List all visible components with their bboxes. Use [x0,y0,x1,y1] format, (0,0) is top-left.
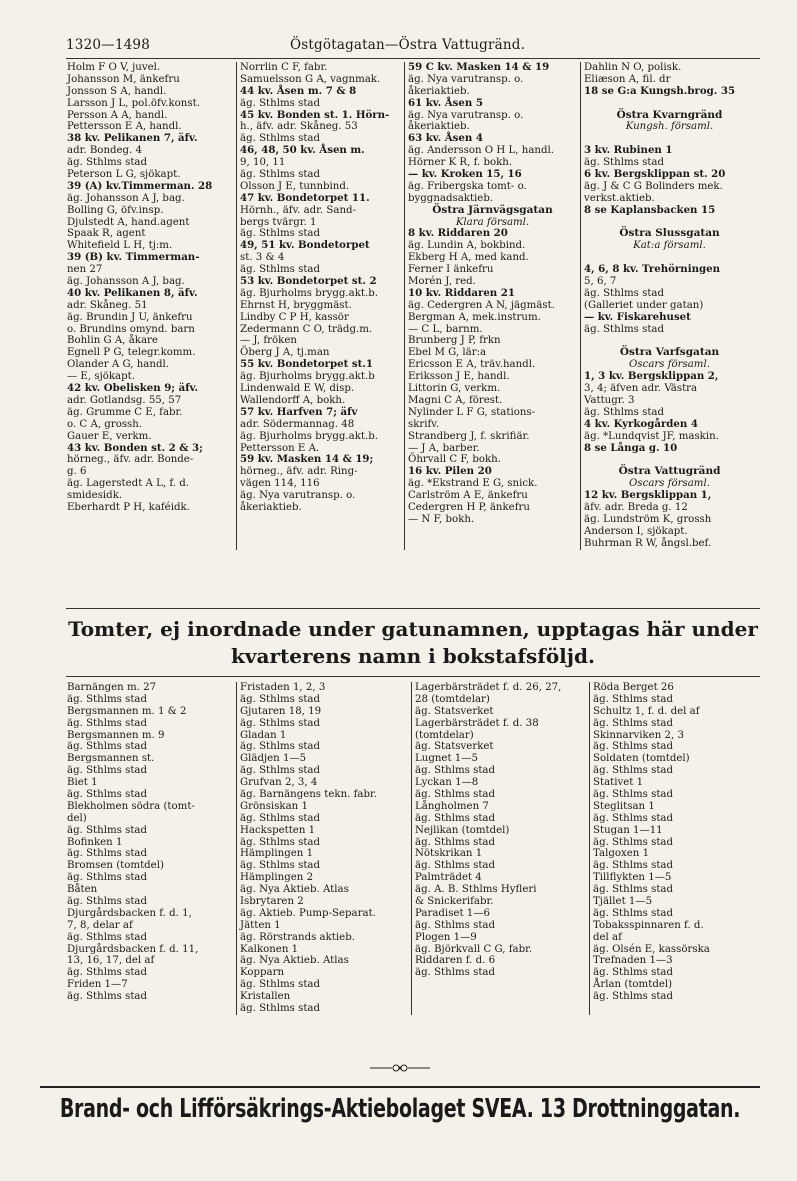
entry-line: Whitefield L H, tj:m. [67,240,173,252]
entry-line: Jätten 1 [240,919,281,931]
entry-line: Djurgårdsbacken f. d. 11, [67,943,199,955]
entry-line: del) [67,812,87,824]
entry-line: Långholmen 7 [415,800,489,812]
block-entry: 47 kv. Bondetorpet 11. [240,191,370,204]
entry-line: äg. Nya varutransp. o. [408,73,524,85]
entry-line: Ekberg H A, med kand. [408,252,529,264]
entry-line: äg. Sthlms stad [67,931,148,943]
entry-line: — C L, barnm. [408,323,483,335]
entry-line: äg. Lundin A, bokbind. [408,240,526,252]
entry-line: Bergsmannen st. [67,753,155,765]
entry-line: Fristaden 1, 2, 3 [240,682,326,693]
entry-line: Soldaten (tomtdel) [593,753,690,765]
parish-label: Kungsh. församl. [625,121,714,133]
entry-line: Riddaren f. d. 6 [415,955,496,967]
entry-line: äg. Sthlms stad [593,967,674,979]
entry-line: Buhrman R W, ångsl.bef. [584,537,712,549]
block-entry: 1, 3 kv. Bergsklippan 2, [584,370,719,383]
entry-line: Zedermann C O, trädg.m. [240,323,373,335]
entry-line: adr. Skåneg. 51 [67,299,148,311]
entry-line: Kopparn [240,967,285,979]
entry-line: Ebel M G, lär:a [408,347,487,359]
entry-line: Wallendorff A, bokh. [240,394,346,406]
entry-line: Lindby C P H, kassör [240,311,349,323]
entry-line: Öberg J A, tj.man [240,347,330,359]
entry-line: äg. Nya Aktieb. Atlas [240,884,349,896]
advert-banner: Brand- och Lifförsäkrings-Aktiebolaget SVEA. 13 Drottninggatan. [59,1094,741,1124]
entry-line: Tillflykten 1—5 [593,872,672,884]
street-heading: Östra Slussgatan [619,227,720,240]
entry-line: äg. Bjurholms brygg.akt.b. [240,287,378,299]
entry-line: 28 (tomtdelar) [415,693,490,705]
entry-line: — J A, barber. [408,442,480,454]
entry-line: Stativet 1 [593,777,644,789]
entry-line: äg. Sthlms stad [67,789,148,801]
entry-line: äg. Sthlms stad [415,765,496,777]
block-entry: 40 kv. Pelikanen 8, äfv. [67,286,198,299]
entry-line: äg. Sthlms stad [67,717,148,729]
entry-line: Vattugr. 3 [584,394,635,406]
entry-line: äg. Sthlms stad [415,836,496,848]
block-entry: 55 kv. Bondetorpet st.1 [240,358,373,371]
block-entry: 42 kv. Obelisken 9; äfv. [67,382,199,395]
entry-line: 5, 6, 7 [584,276,617,288]
entry-line: h., äfv. adr. Skåneg. 53 [240,121,358,133]
entry-line: Lagerbärsträdet f. d. 38 [415,717,539,729]
entry-line: äg. Sthlms stad [593,717,674,729]
entry-line: Friden 1—7 [67,979,128,991]
entry-line: (Galleriet under gatan) [584,299,704,311]
entry-line: adr. Bondeg. 4 [67,145,143,157]
entry-line: Hackspetten 1 [240,824,316,836]
entry-line: äg. Johansson A J, bag. [67,192,185,204]
section-rule-top [66,608,760,609]
entry-line: äg. Sthlms stad [240,169,321,181]
entry-line: Kalkonen 1 [240,943,299,955]
entry-line: Paradiset 1—6 [415,907,490,919]
entry-line: äg. *Lundqvist JF, maskin. [584,430,719,442]
street-heading: Östra Kvarngränd [616,108,723,121]
entry-line: äg. Sthlms stad [67,848,148,860]
entry-line: Brunberg J P, frkn [408,335,501,347]
entry-line: Bergsmannen m. 9 [67,729,165,741]
entry-line: Persson A A, handl. [67,109,168,121]
entry-line: Eliæson A, fil. dr [584,73,671,85]
block-entry: 63 kv. Åsen 4 [408,132,483,145]
bottom-column-2 [236,682,411,1015]
block-entry: 39 (A) kv.Timmerman. 28 [67,179,213,192]
block-entry: 44 kv. Åsen m. 7 & 8 [240,84,357,97]
block-entry: 8 se Kaplansbacken 15 [584,203,716,216]
entry-line: äg. Nya Aktieb. Atlas [240,955,349,967]
entry-line: Båten [67,884,98,896]
entry-line: äg. Sthlms stad [593,789,674,801]
entry-line: o. C A, grossh. [67,418,143,430]
entry-line: Grönsiskan 1 [240,800,308,812]
entry-line: Hörner K R, f. bokh. [408,157,513,169]
entry-line: del af [593,931,622,943]
entry-line: Glädjen 1—5 [240,753,307,765]
entry-line: äfv. adr. Breda g. 12 [584,501,688,513]
entry-line: Bergsmannen m. 1 & 2 [67,705,187,717]
entry-line: Tjället 1—5 [593,896,653,908]
bottom-column-1 [64,682,236,1015]
entry-line: Anderson I, sjökapt. [584,525,688,537]
entry-line: äg. Sthlms stad [593,765,674,777]
entry-line: Eberhardt P H, kaféidk. [67,501,190,513]
entry-line: Littorin G, verkm. [408,383,501,395]
entry-line: Ehrnst H, bryggmäst. [240,299,352,311]
page-title: Östgötagatan—Östra Vattugränd. [290,37,526,53]
entry-line: åkeriaktieb. [240,501,302,513]
entry-line: (tomtdelar) [415,729,474,741]
entry-line: äg. Sthlms stad [584,157,665,169]
entry-line: Skinnarviken 2, 3 [593,729,684,741]
entry-line: Bergman A, mek.instrum. [408,311,541,323]
entry-line: äg. Sthlms stad [67,967,148,979]
entry-line: Bofinken 1 [67,836,123,848]
entry-line: verkst.aktieb. [584,192,655,204]
entry-line: äg. Sthlms stad [240,741,321,753]
entry-line: äg. Sthlms stad [240,979,321,991]
entry-line: Trefnaden 1—3 [593,955,673,967]
parish-label: Klara församl. [455,216,530,228]
entry-line: Johansson M, änkefru [67,73,180,85]
entry-line: äg. Rörstrands aktieb. [240,931,355,943]
entry-line: äg. Sthlms stad [240,693,321,705]
ornament-divider [370,1062,430,1074]
top-columns [64,62,758,550]
block-entry: 46, 48, 50 kv. Åsen m. [240,144,365,157]
entry-line: äg. Sthlms stad [593,741,674,753]
block-entry: 8 kv. Riddaren 20 [408,227,508,240]
entry-line: Morén J, red. [408,276,476,288]
top-column-4 [580,62,758,550]
entry-line: äg. Sthlms stad [240,1003,321,1015]
header-rule [66,58,760,59]
entry-line: adr. Gotlandsg. 55, 57 [67,394,182,406]
entry-line: Röda Berget 26 [593,682,674,693]
entry-line: äg. Sthlms stad [415,967,496,979]
entry-line: åkeriaktieb. [408,85,470,97]
entry-line: Blekholmen södra (tomt- [67,800,195,812]
entry-line: äg. Sthlms stad [593,991,674,1003]
block-entry: 10 kv. Riddaren 21 [408,286,515,299]
entry-line [584,98,755,110]
entry-line: äg. Nya varutransp. o. [240,490,356,502]
parish-label: Oscars församl. [629,359,710,371]
entry-line: Djurgårdsbacken f. d. 1, [67,907,192,919]
block-entry: 61 kv. Åsen 5 [408,96,483,109]
entry-line: äg. Sthlms stad [593,860,674,872]
entry-line: äg. Sthlms stad [240,228,321,240]
entry-line: Eriksson J E, handl. [408,371,510,383]
entry-line: nen 27 [67,264,103,276]
entry-line: 7, 8, delar af [67,919,133,931]
entry-line: Steglitsan 1 [593,800,655,812]
entry-line: äg. Statsverket [415,741,494,753]
entry-line: skrifv. [408,418,440,430]
entry-line: äg. Sthlms stad [593,693,674,705]
section-heading [66,616,760,670]
entry-line: äg. Björkvall C G, fabr. [415,943,533,955]
entry-line: Lindenwald E W, disp. [240,383,355,395]
top-column-2 [236,62,404,550]
block-entry: — kv. Fiskarehuset [584,310,691,323]
block-entry: 49, 51 kv. Bondetorpet [240,239,370,252]
block-entry: 38 kv. Pelikanen 7, äfv. [67,132,198,145]
entry-line: äg. Sthlms stad [593,907,674,919]
block-entry: 18 se G:a Kungsh.brog. 35 [584,84,736,97]
entry-line: smidesidk. [67,490,123,502]
top-column-3 [404,62,580,550]
entry-line: Ericsson E A, träv.handl. [408,359,536,371]
entry-line: Djulstedt A, hand.agent [67,216,190,228]
block-entry: 39 (B) kv. Timmerman- [67,251,200,264]
page-range: 1320—1498 [66,37,151,53]
entry-line: Norrlin C F, fabr. [240,62,328,73]
entry-line: äg. Barnängens tekn. fabr. [240,789,377,801]
entry-line: bergs tvärgr. 1 [240,216,317,228]
entry-line: 3, 4; äfven adr. Västra [584,383,698,395]
entry-line: Öhrvall C F, bokh. [408,454,501,466]
entry-line: Spaak R, agent [67,228,146,240]
entry-line: äg. Sthlms stad [67,765,148,777]
entry-line: Bohlin G A, åkare [67,335,158,347]
entry-line: äg. Sthlms stad [240,860,321,872]
entry-line: äg. Sthlms stad [584,323,665,335]
entry-line: g. 6 [67,466,87,478]
entry-line: — E, sjökapt. [67,371,135,383]
entry-line: st. 3 & 4 [240,252,285,264]
parish-label: Kat:a församl. [633,240,706,252]
entry-line: äg. Sthlms stad [67,991,148,1003]
entry-line: Strandberg J, f. skrifiär. [408,430,530,442]
entry-line: äg. J & C G Bolinders mek. [584,180,723,192]
entry-line: Nejlikan (tomtdel) [415,824,510,836]
entry-line: äg. Andersson O H L, handl. [408,145,554,157]
entry-line: äg. Sthlms stad [67,741,148,753]
entry-line: Holm F O V, juvel. [67,62,161,73]
entry-line: äg. Sthlms stad [240,717,321,729]
entry-line: äg. Lundström K, grossh [584,513,712,525]
entry-line: — J, fröken [240,335,297,347]
entry-line: Talgoxen 1 [593,848,650,860]
bottom-column-3 [411,682,589,1015]
entry-line: Olsson J E, tunnbind. [240,180,350,192]
section-heading-line2: kvarterens namn i bokstafsföljd. [231,644,595,668]
entry-line: äg. Lagerstedt A L, f. d. [67,478,190,490]
block-entry: 43 kv. Bonden st. 2 & 3; [67,441,203,454]
entry-line: Schultz 1, f. d. del af [593,705,700,717]
entry-line: Barnängen m. 27 [67,682,157,693]
entry-line: vägen 114, 116 [240,478,320,490]
entry-line: Pettersson E A. [240,442,320,454]
entry-line: Gjutaren 18, 19 [240,705,322,717]
street-heading: Östra Vattugränd [618,465,721,478]
bottom-columns [64,682,758,1015]
entry-line: äg. Sthlms stad [240,765,321,777]
entry-line: Nylinder L F G, stations- [408,406,536,418]
entry-line: äg. Olsén E, kassörska [593,943,710,955]
entry-line: äg. Grumme C E, fabr. [67,406,183,418]
entry-line: äg. Sthlms stad [67,157,148,169]
entry-line: äg. Sthlms stad [415,812,496,824]
entry-line: äg. *Ekstrand E G, snick. [408,478,538,490]
entry-line: hörneg., äfv. adr. Ring- [240,466,358,478]
entry-line: Lagerbärsträdet f. d. 26, 27, [415,682,562,693]
entry-line: — N F, bokh. [408,513,475,525]
block-entry: 16 kv. Pilen 20 [408,465,492,478]
entry-line: 9, 10, 11 [240,157,286,169]
entry-line: Hämplingen 1 [240,848,314,860]
street-heading: Östra Järnvägsgatan [432,203,553,216]
entry-line: Carlström A E, änkefru [408,490,528,502]
entry-line: åkeriaktieb. [408,121,470,133]
entry-line: Isbrytaren 2 [240,896,304,908]
entry-line: äg. Sthlms stad [584,287,665,299]
block-entry: 59 C kv. Masken 14 & 19 [408,62,550,73]
entry-line: äg. Johansson A J, bag. [67,276,185,288]
entry-line: Hörnh., äfv. adr. Sand- [240,204,356,216]
entry-line: Larsson J L, pol.öfv.konst. [67,97,200,109]
block-entry: 4, 6, 8 kv. Trehörningen [584,263,720,276]
block-entry: 8 se Långa g. 10 [584,441,678,454]
block-entry: 45 kv. Bonden st. 1. Hörn- [240,108,390,121]
entry-line: äg. Sthlms stad [415,919,496,931]
entry-line: äg. Sthlms stad [593,812,674,824]
advert-rule [40,1086,760,1088]
entry-line: o. Brundins omynd. barn [67,323,195,335]
entry-line: äg. Bjurholms brygg.akt.b [240,371,375,383]
entry-line: hörneg., äfv. adr. Bonde- [67,454,194,466]
entry-line: Biet 1 [67,777,98,789]
entry-line: äg. Aktieb. Pump-Separat. [240,907,376,919]
entry-line: Lyckan 1—8 [415,777,479,789]
entry-line: äg. Sthlms stad [67,896,148,908]
block-entry: 3 kv. Rubinen 1 [584,144,673,157]
entry-line: äg. Sthlms stad [67,824,148,836]
entry-line: byggnadsaktieb. [408,192,494,204]
block-entry: 4 kv. Kyrkogården 4 [584,417,698,430]
entry-line: äg. Sthlms stad [240,133,321,145]
entry-line: äg. Cedergren A N, jägmäst. [408,299,555,311]
entry-line: Cedergren H P, änkefru [408,501,530,513]
entry-line: äg. Sthlms stad [67,872,148,884]
block-entry: 53 kv. Bondetorpet st. 2 [240,275,377,288]
block-entry: 57 kv. Harfven 7; äfv [240,405,358,418]
entry-line: Bromsen (tomtdel) [67,860,164,872]
entry-line: Bolling G, öfv.insp. [67,204,164,216]
entry-line: Egnell P G, telegr.komm. [67,347,196,359]
entry-line: Magni C A, förest. [408,394,503,406]
entry-line: äg. Sthlms stad [240,812,321,824]
entry-line: Gladan 1 [240,729,287,741]
block-entry: 12 kv. Bergsklippan 1, [584,489,712,502]
entry-line: Kristallen [240,991,291,1003]
entry-line: äg. Sthlms stad [240,836,321,848]
entry-line: äg. Sthlms stad [415,860,496,872]
entry-line: Jonsson S A, handl. [67,85,167,97]
entry-line: Årlan (tomtdel) [593,979,673,991]
entry-line: Dahlin N O, polisk. [584,62,682,73]
entry-line: Nötskrikan 1 [415,848,483,860]
entry-line: äg. Sthlms stad [240,97,321,109]
entry-line: Stugan 1—11 [593,824,663,836]
block-entry: 59 kv. Masken 14 & 19; [240,453,374,466]
entry-line: äg. Sthlms stad [67,693,148,705]
entry-line: äg. Sthlms stad [240,264,321,276]
entry-line: Palmträdet 4 [415,872,482,884]
section-heading-line1: Tomter, ej inordnade under gatunamnen, upptagas här under [68,617,758,641]
entry-line: Plogen 1—9 [415,931,477,943]
entry-line: äg. A. B. Sthlms Hyfleri [415,884,537,896]
entry-line: Grufvan 2, 3, 4 [240,777,318,789]
entry-line: & Snickerifabr. [415,896,494,908]
entry-line: Gauer E, verkm. [67,430,152,442]
entry-line: Lugnet 1—5 [415,753,478,765]
entry-line: äg. Fribergska tomt- o. [408,180,527,192]
entry-line: äg. Sthlms stad [415,789,496,801]
entry-line: äg. Sthlms stad [593,836,674,848]
entry-line: Hämplingen 2 [240,872,314,884]
entry-line: adr. Södermannag. 48 [240,418,355,430]
entry-line: Ferner I änkefru [408,264,494,276]
entry-line: äg. Brundin J U, änkefru [67,311,193,323]
entry-line: Samuelsson G A, vagnmak. [240,73,381,85]
entry-line: Peterson L G, sjökapt. [67,169,181,181]
street-heading: Östra Varfsgatan [619,346,720,359]
entry-line: äg. Sthlms stad [584,406,665,418]
entry-line: äg. Nya varutransp. o. [408,109,524,121]
block-entry: — kv. Kroken 15, 16 [408,168,522,181]
entry-line: äg. Bjurholms brygg.akt.b. [240,430,378,442]
top-column-1 [64,62,236,550]
entry-line: 13, 16, 17, del af [67,955,155,967]
entry-line: äg. Statsverket [415,705,494,717]
entry-line: äg. Sthlms stad [593,884,674,896]
block-entry: 6 kv. Bergsklippan st. 20 [584,168,726,181]
entry-line: Pettersson E A, handl. [67,121,182,133]
bottom-column-4 [589,682,758,1015]
entry-line: Tobaksspinnaren f. d. [593,919,704,931]
section-rule-bottom [66,676,760,677]
parish-label: Oscars församl. [629,478,710,490]
entry-line: Olander A G, handl. [67,359,169,371]
